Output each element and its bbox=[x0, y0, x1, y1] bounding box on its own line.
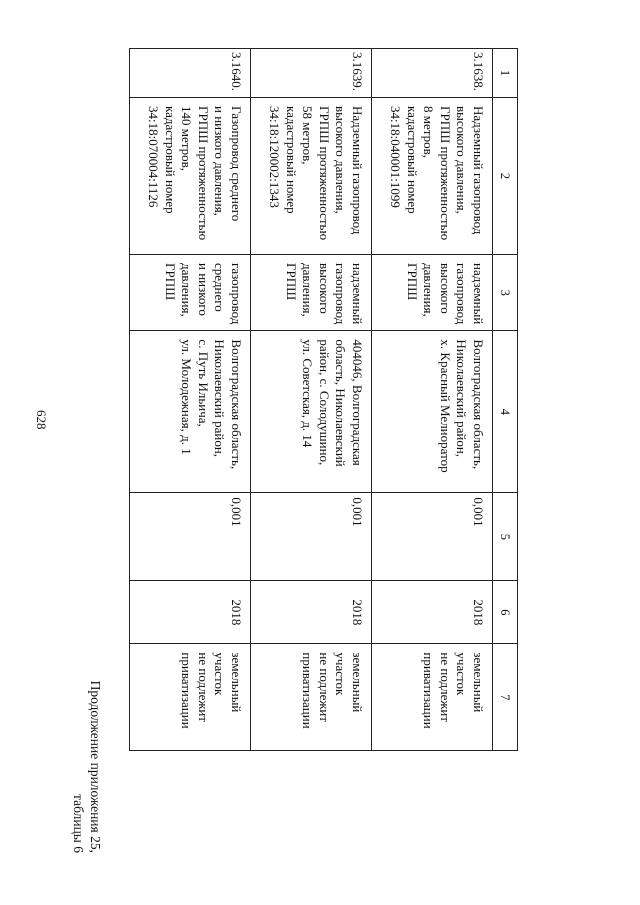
status: земельный участок не подлежит приватизации bbox=[421, 652, 486, 729]
continuation-line-1: Продолжение приложения 25, bbox=[88, 680, 103, 853]
year-cell bbox=[130, 581, 251, 644]
address: Волгоградская область, Николаевский район, с. Путь Ильича, ул. Молодежная, д. 1 bbox=[179, 339, 244, 470]
header-cell-2: 2 bbox=[493, 98, 518, 255]
year-cell bbox=[372, 581, 493, 644]
header-cell-4: 4 bbox=[493, 331, 518, 493]
header-cell-5: 5 bbox=[493, 493, 518, 581]
row-number-cell bbox=[130, 49, 251, 98]
header-cell-3: 3 bbox=[493, 255, 518, 331]
object-name: Газопровод среднего и низкого давления, ГРПШ протяженностью 140 метров, кадастровый номер 34:18:070004:1126 bbox=[146, 106, 244, 241]
object-name-cell bbox=[251, 98, 372, 255]
table-row bbox=[130, 49, 251, 751]
row-number: 3.1640. bbox=[229, 52, 244, 91]
status-cell bbox=[372, 644, 493, 751]
year: 2018 bbox=[350, 599, 365, 626]
header-cell-7: 7 bbox=[493, 644, 518, 751]
object-name-cell bbox=[130, 98, 251, 255]
continuation-line-2: таблицы 6 bbox=[71, 794, 86, 853]
row-number-cell bbox=[251, 49, 372, 98]
row-number-cell bbox=[372, 49, 493, 98]
header-cell-6: 6 bbox=[493, 581, 518, 644]
area: 0,001 bbox=[471, 497, 486, 527]
row-number: 3.1639. bbox=[350, 52, 365, 91]
data-table bbox=[129, 48, 518, 751]
year: 2018 bbox=[471, 599, 486, 626]
address: 404046, Волгоградская область, Николаевский район, с. Солодушино, ул. Советская, д. 14 bbox=[300, 339, 365, 467]
status: земельный участок не подлежит приватизации bbox=[179, 652, 244, 729]
object-type-cell bbox=[130, 255, 251, 331]
object-name: Надземный газопровод высокого давления, ГРПШ протяженностью 8 метров, кадастровый номер 34:18:040001:1099 bbox=[388, 106, 486, 241]
year: 2018 bbox=[229, 599, 244, 626]
object-type: надземный газопровод высокого давления, ГРПШ bbox=[405, 263, 486, 325]
area: 0,001 bbox=[350, 497, 365, 527]
year-cell bbox=[251, 581, 372, 644]
address-cell bbox=[251, 331, 372, 493]
status: земельный участок не подлежит приватизации bbox=[300, 652, 365, 729]
object-type: надземный газопровод высокого давления, ГРПШ bbox=[284, 263, 365, 325]
area: 0,001 bbox=[229, 497, 244, 527]
continuation-note bbox=[70, 623, 104, 853]
area-cell bbox=[372, 493, 493, 581]
area-cell bbox=[251, 493, 372, 581]
header-row bbox=[493, 49, 518, 751]
page-number: 628 bbox=[34, 410, 49, 430]
address: Волгоградская область, Николаевский район, х. Красный Мелиоратор bbox=[438, 339, 486, 473]
address-cell bbox=[372, 331, 493, 493]
table-row bbox=[251, 49, 372, 751]
status-cell bbox=[130, 644, 251, 751]
object-type: газопровод среднего и низкого давления, ГРПШ bbox=[163, 263, 244, 325]
address-cell bbox=[130, 331, 251, 493]
header-cell-1: 1 bbox=[493, 49, 518, 98]
area-cell bbox=[130, 493, 251, 581]
object-type-cell bbox=[372, 255, 493, 331]
object-name-cell bbox=[372, 98, 493, 255]
table-row bbox=[372, 49, 493, 751]
object-name: Надземный газопровод высокого давления, ГРПШ протяженностью 58 метров, кадастровый номер 34:18:120002:1343 bbox=[267, 106, 365, 241]
row-number: 3.1638. bbox=[471, 52, 486, 91]
status-cell bbox=[251, 644, 372, 751]
object-type-cell bbox=[251, 255, 372, 331]
